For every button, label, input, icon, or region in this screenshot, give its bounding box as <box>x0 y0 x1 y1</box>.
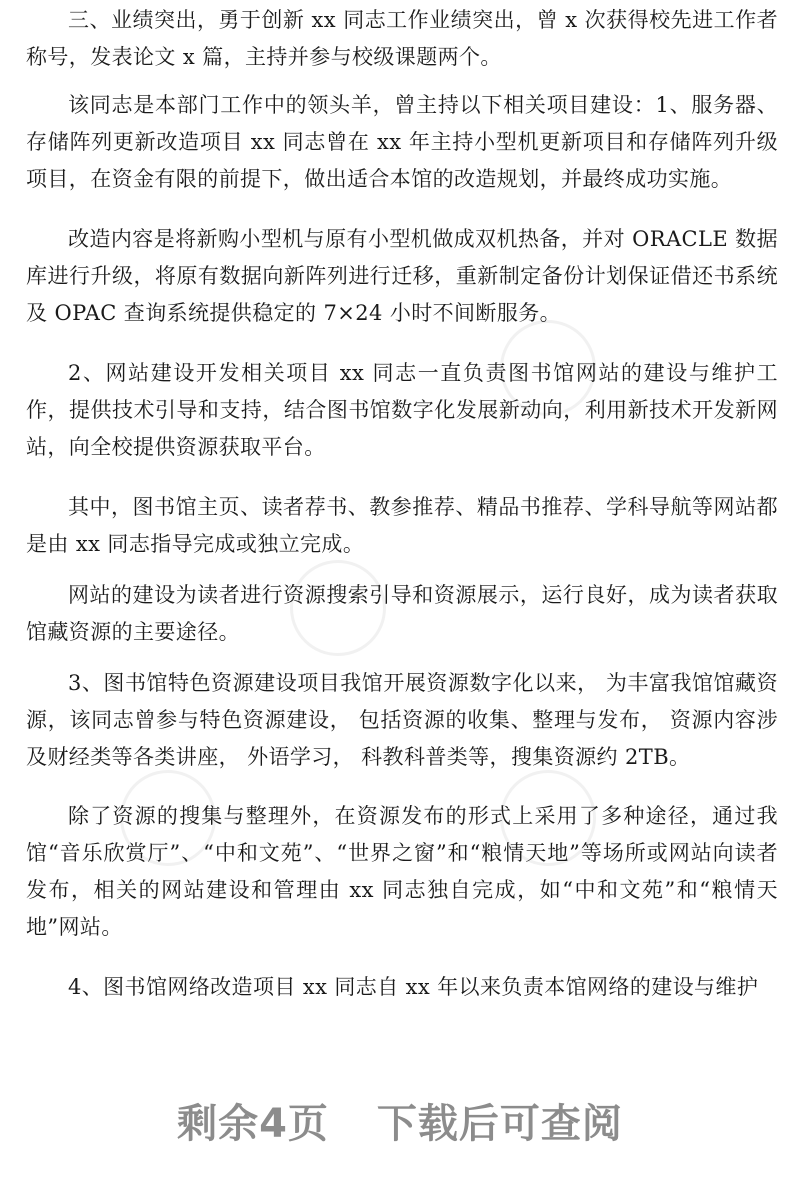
paragraph: 3、图书馆特色资源建设项目我馆开展资源数字化以来， 为丰富我馆馆藏资源，该同志曾参与特色资源建设， 包括资源的收集、整理与发布， 资源内容涉及财经类等各类讲座， 外语学习， 科教科普类等，搜集资源约 2TB。 <box>26 671 778 769</box>
paragraph: 改造内容是将新购小型机与原有小型机做成双机热备，并对 ORACLE 数据库进行升级，将原有数据向新阵列进行迁移，重新制定备份计划保证借还书系统及 OPAC 查询系统提供稳定的 7×24 小时不间断服务。 <box>26 227 778 325</box>
paragraph: 其中，图书馆主页、读者荐书、教参推荐、精品书推荐、学科导航等网站都是由 xx 同志指导完成或独立完成。 <box>26 495 778 556</box>
remaining-pages-label[interactable]: 剩余4页 <box>177 1100 329 1147</box>
download-hint-label[interactable]: 下载后可查阅 <box>376 1100 623 1147</box>
paragraph: 该同志是本部门工作中的领头羊，曾主持以下相关项目建设：1、服务器、存储阵列更新改造项目 xx 同志曾在 xx 年主持小型机更新项目和存储阵列升级项目，在资金有限的前提下，做出适合本馆的改造规划，并最终成功实施。 <box>26 93 778 191</box>
paragraph: 三、业绩突出，勇于创新 xx 同志工作业绩突出，曾 x 次获得校先进工作者称号，发表论文 x 篇，主持并参与校级课题两个。 <box>26 8 778 69</box>
paragraph: 2、网站建设开发相关项目 xx 同志一直负责图书馆网站的建设与维护工作，提供技术引导和支持，结合图书馆数字化发展新动向，利用新技术开发新网站，向全校提供资源获取平台。 <box>26 361 778 459</box>
paragraph: 4、图书馆网络改造项目 xx 同志自 xx 年以来负责本馆网络的建设与维护 <box>68 975 759 999</box>
download-banner[interactable] <box>0 1085 800 1155</box>
paragraph: 除了资源的搜集与整理外，在资源发布的形式上采用了多种途径，通过我馆“音乐欣赏厅”、“中和文苑”、“世界之窗”和“粮情天地”等场所或网站向读者发布，相关的网站建设和管理由 xx 同志独自完成，如“中和文苑”和“粮情天地”网站。 <box>26 804 778 939</box>
paragraph: 网站的建设为读者进行资源搜索引导和资源展示，运行良好，成为读者获取馆藏资源的主要途径。 <box>26 583 778 644</box>
